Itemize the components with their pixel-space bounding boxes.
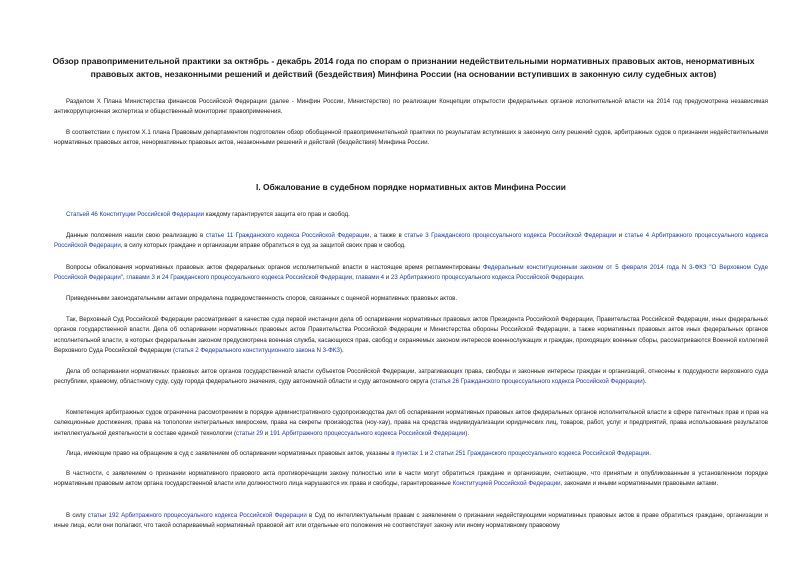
legal-reference-link[interactable]: статья 26 Гражданского процессуального кодекса Российской Федерации: [432, 378, 643, 386]
paragraph: [54, 97, 768, 118]
paragraph-text: .: [649, 450, 651, 457]
paragraph: [54, 315, 768, 357]
legal-reference-link[interactable]: главами 3: [126, 274, 155, 282]
legal-reference-link[interactable]: Федеральным конституционным законом от 5 февраля 2014 года N 3-ФКЗ "О Верховном Суде Российской Федерации": [54, 264, 768, 282]
paragraph-text: Данные положения нашли свою реализацию в: [66, 232, 206, 239]
legal-reference-link[interactable]: пунктах 1: [396, 450, 424, 457]
paragraph: [54, 367, 768, 388]
legal-reference-link[interactable]: главами 4: [355, 274, 385, 282]
paragraph-text: ).: [339, 347, 344, 355]
paragraph-text: , законами и иными нормативными правовыми актами.: [560, 480, 719, 488]
paragraph-text: Лица, имеющие право на обращение в суд с заявлением об оспаривании нормативных правовых актов, указаны в: [66, 450, 397, 457]
paragraph-text: и: [384, 274, 391, 282]
paragraph: [54, 469, 768, 490]
paragraph-text: Приведенными законодательными актами определена подведомственность споров, связанных с оценкой нормативных правовых актов.: [66, 295, 458, 302]
paragraph-text: В частности, с заявлением о признании нормативного правового акта противоречащим закону полностью или в части могут обратиться граждане и организации, считающие, что принятым и опубликованным в установленном порядке нормативным правовым актом органа государственной власти или должностного лица нарушаются их права и свободы, гарантированные: [54, 470, 768, 488]
paragraph-text: ,: [122, 274, 127, 282]
document-title: Обзор правоприменительной практики за октябрь - декабрь 2014 года по спорам о признании недействительными нормативных правовых актов, ненормативных правовых актов, незаконными решений и действий (бездействия) Минфина России (на основании вступивших в законную силу судебных актов): [52, 56, 755, 79]
paragraph: [54, 128, 768, 149]
legal-reference-link[interactable]: 191 Арбитражного процессуального кодекса Российской Федерации: [269, 429, 466, 437]
paragraph-text: В соответствии с пунктом X.1 плана Правовым департаментом подготовлен обзор обобщенной правоприменительной практики по результатам вступивших в законную силу решений судов, арбитражных судов о признании недействительными нормативных правовых актов, ненормативных правовых актов, незаконными решений и действий (бездействия) Минфина России.: [54, 129, 768, 147]
paragraph-text: в Суд по интеллектуальным правам с заявлением о признании недействующими нормативных правовых актов в праве обратиться граждане, организации и иные лица, если они полагают, что такой оспариваемый нормативный правовой акт или отдельные его положения не соответствует закону или иному нормативному правовому: [54, 512, 768, 530]
paragraph: [54, 408, 768, 439]
legal-reference-link[interactable]: Статьей 46 Конституции Российской Федерации: [66, 211, 205, 218]
legal-reference-link[interactable]: Конституцией Российской Федерации: [452, 480, 561, 488]
legal-reference-link[interactable]: статье 3 Гражданского процессуального кодекса Российской Федерации: [404, 232, 617, 239]
legal-reference-link[interactable]: 2 статьи 251 Гражданского процессуального кодекса Российской Федерации: [429, 450, 650, 457]
paragraph: [54, 449, 768, 459]
paragraph-text: , в силу которых граждане и организации вправе обратиться в суд за защитой своих прав и свобод.: [120, 242, 406, 250]
paragraph-text: и: [423, 450, 430, 457]
paragraph: [54, 231, 768, 252]
paragraph-text: ).: [642, 378, 647, 386]
paragraph-text: и: [263, 429, 270, 437]
paragraph-text: Разделом X Плана Министерства финансов Российской Федерации (далее - Минфин России, Министерство) по реализации Концепции открытости федеральных органов исполнительной власти на 2014 год предусмотрена независимая антикоррупционная экспертиза и общественный мониторинг правоприменения.: [54, 98, 768, 116]
paragraph-text: , а также в: [369, 232, 405, 239]
paragraph-text: .: [582, 274, 585, 282]
paragraph-text: Так, Верховный Суд Российской Федерации рассматривает в качестве суда первой инстанции дела об оспаривании нормативных правовых актов Президента Российской Федерации, Правительства Российской Федерации, иных федеральных органов государственной власти. Дела об оспаривании нормативных правовых актов Правительства Российской Федерации и Министерства обороны Российской Федерации, а также нормативных правовых актов иных федеральных органов исполнительной власти, в которых федеральным законом предусмотрена военная служба, касающихся прав, свобод и охраняемых законом интересов военнослужащих и граждан, проходящих военные сборы, рассматриваются Военной коллегией Верховного Суда Российской Федерации (: [54, 316, 768, 355]
paragraph-text: Компетенция арбитражных судов ограничена рассмотрением в порядке административного судопроизводства дел об оспаривании нормативных правовых актов федеральных органов исполнительной власти в сфере патентных прав и прав на селекционные достижения, права на топологии интегральных микросхем, права на секреты производства (ноу-хау), права на средства индивидуализации юридических лиц, товаров, работ, услуг и предприятий, права использования результатов интеллектуальной деятельности в составе единой технологии (: [54, 409, 768, 437]
paragraph-text: Дела об оспаривании нормативных правовых актов органов государственной власти субъектов Российской Федерации, затрагивающих права, свободы и законные интересы граждан и организаций, отнесены к подсудности верховного суда республики, краевому, областному суду, суду города федерального значения, суду автономной области и суду автономного округа (: [54, 368, 768, 386]
paragraph-text: ).: [465, 429, 470, 437]
legal-reference-link[interactable]: статье 11 Гражданского кодекса Российской Федерации: [205, 232, 370, 239]
legal-reference-link[interactable]: статьи 192 Арбитражного процессуального кодекса Российской Федерации: [87, 512, 307, 519]
legal-reference-link[interactable]: 24 Гражданского процессуального кодекса Российской Федерации: [161, 274, 353, 282]
paragraph: [54, 210, 768, 220]
paragraph-text: ,: [352, 274, 356, 282]
legal-reference-link[interactable]: статье 4 Арбитражного процессуального кодекса Российской Федерации: [54, 232, 769, 250]
legal-reference-link[interactable]: 23 Арбитражного процессуального кодекса Российской Федерации: [390, 274, 583, 282]
paragraph-text: каждому гарантируется защита его прав и свобод.: [204, 211, 350, 218]
paragraph: [54, 511, 768, 532]
paragraph-text: и: [154, 274, 162, 282]
legal-reference-link[interactable]: статьи 29: [236, 429, 264, 437]
paragraph-text: В силу: [66, 512, 88, 519]
paragraph-text: и: [616, 232, 625, 239]
paragraph: [54, 294, 768, 304]
legal-reference-link[interactable]: статья 2 Федерального конституционного закона N 3-ФКЗ: [175, 347, 340, 355]
paragraph-text: Вопросы обжалования нормативных правовых актов федеральных органов исполнительной власти в настоящее время регламентированы: [66, 264, 483, 271]
paragraph: [54, 263, 768, 284]
section-heading: I. Обжалование в судебном порядке нормативных актов Минфина России: [256, 182, 566, 192]
